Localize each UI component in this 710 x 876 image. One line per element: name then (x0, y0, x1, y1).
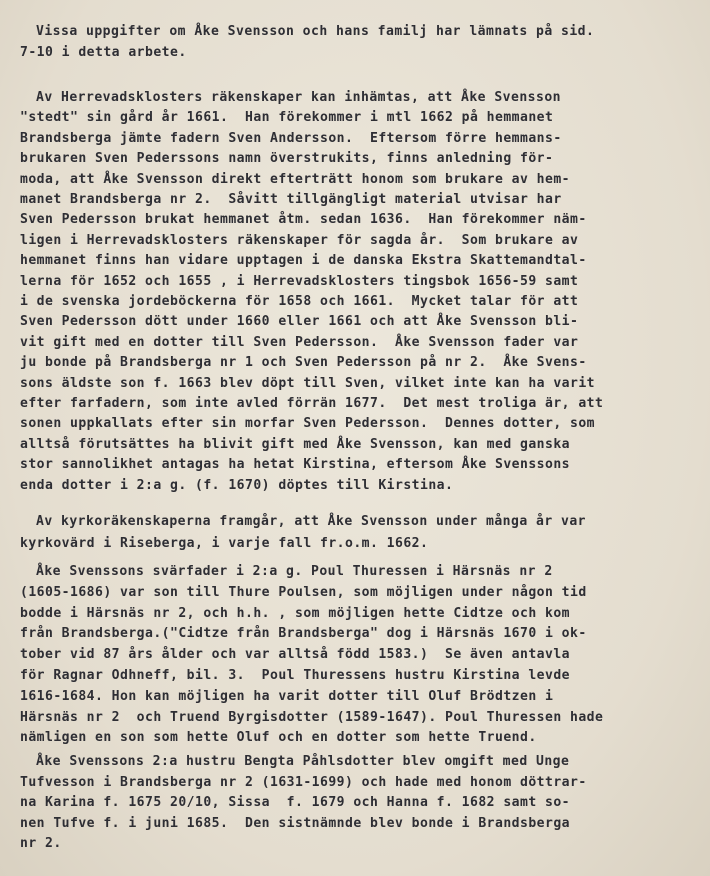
text-line: Härsnäs nr 2 och Truend Byrgisdotter (1589-1647). Poul Thuressen hade (20, 709, 604, 725)
text-line: Sven Pedersson dött under 1660 eller 1661 och att Åke Svensson bli- (20, 314, 579, 330)
text-line: hemmanet finns han vidare upptagen i de danska Ekstra Skattemandtal- (20, 253, 587, 269)
text-line: nämligen en son som hette Oluf och en dotter som hette Truend. (20, 730, 537, 746)
text-line: Brandsberga jämte fadern Sven Andersson. Eftersom förre hemmans- (20, 130, 562, 146)
text-line: från Brandsberga.("Cidtze från Brandsberga" dog i Härsnäs 1670 i ok- (20, 626, 587, 642)
text-line: nen Tufve f. i juni 1685. Den sistnämnde blev bonde i Brandsberga (20, 815, 570, 831)
text-line: för Ragnar Odhneff, bil. 3. Poul Thuressens hustru Kirstina levde (20, 668, 570, 683)
text-line: brukaren Sven Pederssons namn överstrukits, finns anledning för- (20, 151, 554, 167)
text-line: efter farfadern, som inte avled förrän 1677. Det mest troliga är, att (20, 396, 604, 411)
text-line: bodde i Härsnäs nr 2, och h.h. , som möjligen hette Cidtze och kom (20, 605, 570, 621)
text-line: kyrkovärd i Riseberga, i varje fall fr.o.m. 1662. (20, 536, 429, 551)
text-line: Vissa uppgifter om Åke Svensson och hans familj har lämnats på sid. (36, 24, 595, 39)
text-line: na Karina f. 1675 20/10, Sissa f. 1679 och Hanna f. 1682 samt so- (20, 795, 570, 811)
text-line: "stedt" sin gård år 1661. Han förekommer i mtl 1662 på hemmanet (20, 110, 554, 126)
text-line: ligen i Herrevadsklosters räkenskaper för sagda år. Som brukare av (20, 232, 579, 248)
text-line: Av kyrkoräkenskaperna framgår, att Åke Svensson under många år var (36, 514, 586, 529)
text-line: moda, att Åke Svensson direkt efterträtt honom som brukare av hem- (20, 171, 570, 187)
text-line: sonen uppkallats efter sin morfar Sven Pedersson. Dennes dotter, som (20, 416, 595, 432)
text-line: tober vid 87 års ålder och var alltså född 1583.) Se även antavla (20, 647, 570, 663)
text-line: vit gift med en dotter till Sven Pedersson. Åke Svensson fader var (20, 334, 579, 350)
text-line: enda dotter i 2:a g. (f. 1670) döptes till Kirstina. (20, 477, 454, 493)
text-line: Åke Svenssons 2:a hustru Bengta Påhlsdotter blev omgift med Unge (36, 754, 570, 769)
text-line: 1616-1684. Hon kan möjligen ha varit dotter till Oluf Brödtzen i (20, 688, 554, 704)
text-line: Åke Svenssons svärfader i 2:a g. Poul Thuressen i Härsnäs nr 2 (36, 564, 553, 579)
text-line: nr 2. (20, 836, 62, 852)
text-line: (1605-1686) var son till Thure Poulsen, som möjligen under någon tid (20, 584, 587, 600)
text-line: i de svenska jordeböckerna för 1658 och 1661. Mycket talar för att (20, 294, 579, 309)
text-line: lerna för 1652 och 1655 , i Herrevadsklosters tingsbok 1656-59 samt (20, 273, 579, 289)
text-line: Av Herrevadsklosters räkenskaper kan inhämtas, att Åke Svensson (36, 90, 561, 105)
text-line: ju bonde på Brandsberga nr 1 och Sven Pedersson på nr 2. Åke Svens- (20, 355, 587, 371)
text-line: manet Brandsberga nr 2. Såvitt tillgängligt material utvisar har (20, 192, 562, 207)
text-line: Sven Pedersson brukat hemmanet åtm. sedan 1636. Han förekommer näm- (20, 212, 587, 228)
text-line: stor sannolikhet antagas ha hetat Kirstina, eftersom Åke Svenssons (20, 457, 570, 473)
text-line: 7-10 i detta arbete. (20, 44, 187, 60)
text-line: Tufvesson i Brandsberga nr 2 (1631-1699) och hade med honom döttrar- (20, 774, 587, 790)
text-line: sons äldste son f. 1663 blev döpt till Sven, vilket inte kan ha varit (20, 375, 595, 391)
text-line: alltså förutsättes ha blivit gift med Åke Svensson, kan med ganska (20, 436, 570, 452)
